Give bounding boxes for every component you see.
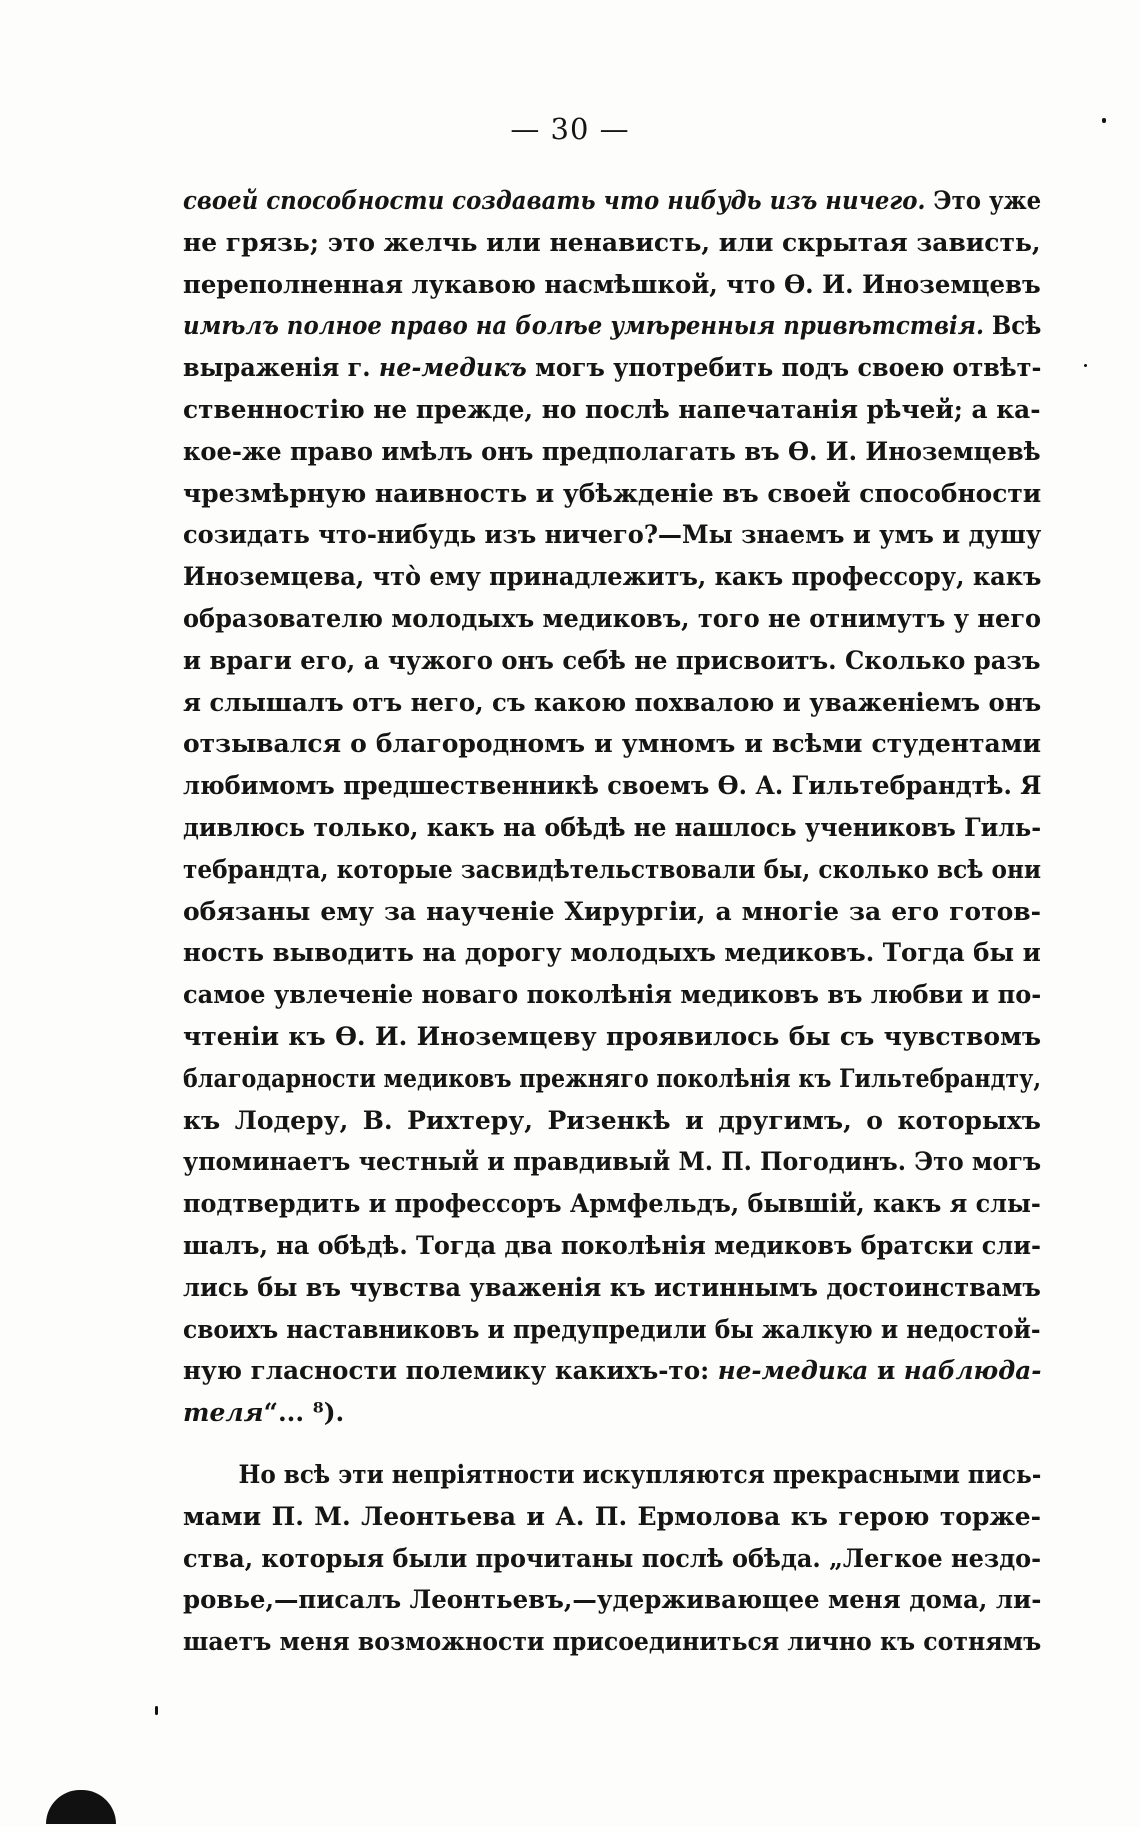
text-line bbox=[183, 1100, 1041, 1142]
text-line bbox=[183, 389, 1041, 431]
text-run: упоминаетъ честный и правдивый М. П. Погодинъ. Это могъ bbox=[183, 1147, 1042, 1177]
text-run: къ Лодеру, В. Рихтеру, Ризенкѣ и другимъ, о которыхъ bbox=[183, 1105, 1041, 1135]
text-line bbox=[183, 514, 1042, 556]
text-run: самое увлеченіе новаго поколѣнія медиковъ въ любви и по- bbox=[183, 980, 1042, 1010]
text-line bbox=[183, 264, 1041, 306]
text-line bbox=[183, 1621, 1042, 1663]
text-run: благодарности медиковъ прежняго поколѣнія къ Гильтебрандту, bbox=[183, 1063, 1042, 1093]
text-line bbox=[183, 1225, 1042, 1267]
text-line bbox=[183, 180, 1042, 222]
text-line bbox=[183, 1141, 1042, 1183]
text-line bbox=[183, 1579, 1042, 1621]
text-line bbox=[183, 1538, 1042, 1580]
text-run: отзывался о благородномъ и умномъ и всѣми студентами bbox=[183, 729, 1041, 759]
text-run: тебрандта, которые засвидѣтельствовали бы, сколько всѣ они bbox=[183, 854, 1042, 884]
text-line bbox=[183, 723, 1041, 765]
text-line bbox=[183, 1016, 1041, 1058]
text-run: выраженія г. bbox=[183, 353, 379, 383]
text-line bbox=[183, 473, 1042, 515]
ink-speck bbox=[1102, 118, 1106, 123]
text-line bbox=[183, 1058, 1042, 1100]
text-run: переполненная лукавою насмѣшкой, что Ѳ. И. Иноземцевъ bbox=[183, 269, 1041, 299]
text-run: не грязь; это желчь или ненависть, или скрытая зависть, bbox=[183, 227, 1041, 257]
text-run: чтеніи къ Ѳ. И. Иноземцеву проявилось бы съ чувствомъ bbox=[183, 1021, 1041, 1051]
text-run: ность выводить на дорогу молодыхъ медиковъ. Тогда бы и bbox=[183, 938, 1041, 968]
text-run: своихъ наставниковъ и предупредили бы жалкую и недостой- bbox=[183, 1314, 1041, 1344]
text-run: “... ⁸). bbox=[263, 1398, 345, 1428]
italic-phrase: наблюда- bbox=[903, 1356, 1042, 1386]
text-line bbox=[183, 974, 1042, 1016]
text-line bbox=[183, 556, 1042, 598]
text-line bbox=[183, 1183, 1041, 1225]
text-line bbox=[183, 222, 1039, 264]
paragraph-gap bbox=[183, 1434, 1041, 1454]
binding-shadow bbox=[46, 1790, 116, 1824]
text-line bbox=[183, 1496, 1041, 1538]
text-run: Всѣ bbox=[983, 311, 1042, 341]
text-run: шалъ, на обѣдѣ. Тогда два поколѣнія медиковъ братски сли- bbox=[183, 1230, 1042, 1260]
page-number: — 30 — bbox=[510, 112, 630, 146]
italic-phrase: имѣлъ полное право на болѣе умѣренныя привѣтствія. bbox=[183, 311, 984, 341]
text-line bbox=[183, 305, 1042, 347]
text-run: ную гласности полемику какихъ-то: bbox=[183, 1356, 718, 1386]
text-line bbox=[183, 1350, 1042, 1392]
text-run: созидать что-нибудь изъ ничего?—Мы знаемъ и умъ и душу bbox=[183, 520, 1042, 550]
italic-phrase: своей способности создавать что нибудь изъ ничего. bbox=[183, 186, 926, 215]
text-line bbox=[183, 347, 1042, 389]
text-run: мами П. М. Леонтьева и А. П. Ермолова къ герою торже- bbox=[183, 1501, 1041, 1531]
text-run: и враги его, а чужого онъ себѣ не присвоитъ. Сколько разъ bbox=[183, 645, 1041, 675]
text-line bbox=[183, 807, 1042, 849]
ink-speck bbox=[155, 1706, 158, 1715]
text-line bbox=[183, 431, 1041, 473]
text-run: я слышалъ отъ него, съ какою похвалою и уваженіемъ онъ bbox=[183, 687, 1042, 717]
text-run: ровье,—писалъ Леонтьевъ,—удерживающее меня дома, ли- bbox=[183, 1585, 1042, 1615]
text-line bbox=[183, 1454, 1042, 1496]
text-run: Это уже bbox=[925, 186, 1042, 215]
text-line bbox=[183, 598, 1042, 640]
italic-phrase: не-медикъ bbox=[378, 353, 527, 383]
text-line bbox=[183, 849, 1042, 891]
italic-phrase: теля bbox=[183, 1398, 264, 1428]
body-text bbox=[183, 180, 1041, 1663]
text-line bbox=[183, 1392, 1041, 1434]
text-line bbox=[183, 682, 1042, 724]
text-run: чрезмѣрную наивность и убѣжденіе въ своей способности bbox=[183, 478, 1042, 508]
text-run: лись бы въ чувства уваженія къ истиннымъ достоинствамъ bbox=[183, 1272, 1041, 1302]
italic-phrase: не-медика bbox=[717, 1356, 869, 1386]
text-line bbox=[183, 891, 1041, 933]
text-run: образователю молодыхъ медиковъ, того не отнимутъ у него bbox=[183, 603, 1042, 633]
text-run: кое-же право имѣлъ онъ предполагать въ Ѳ. И. Иноземцевѣ bbox=[183, 436, 1041, 466]
text-run: могъ употребить подъ своею отвѣт- bbox=[526, 353, 1042, 383]
text-run: Но всѣ эти непріятности искупляются прекрасными пись- bbox=[238, 1459, 1042, 1489]
text-line bbox=[183, 1267, 1041, 1309]
text-run: подтвердить и профессоръ Армфельдъ, бывшій, какъ я слы- bbox=[183, 1189, 1041, 1219]
text-line bbox=[183, 765, 1042, 807]
text-run: и bbox=[868, 1356, 904, 1386]
text-line bbox=[183, 932, 1041, 974]
text-run: ственностію не прежде, но послѣ напечатанія рѣчей; а ка- bbox=[183, 394, 1041, 424]
text-run: дивлюсь только, какъ на обѣдѣ не нашлось учениковъ Гиль- bbox=[183, 812, 1042, 842]
text-run: любимомъ предшественникѣ своемъ Ѳ. А. Гильтебрандтѣ. Я bbox=[183, 771, 1042, 801]
text-run: Иноземцева, что̀ ему принадлежитъ, какъ профессору, какъ bbox=[183, 562, 1042, 592]
text-line bbox=[183, 640, 1041, 682]
text-run: обязаны ему за наученіе Хирургіи, а многіе за его готов- bbox=[183, 896, 1041, 926]
text-run: шаетъ меня возможности присоединиться лично къ сотнямъ bbox=[183, 1627, 1042, 1657]
ink-speck bbox=[1084, 364, 1087, 367]
text-run: ства, которыя были прочитаны послѣ обѣда. „Легкое нездо- bbox=[183, 1543, 1042, 1573]
text-line bbox=[183, 1309, 1041, 1351]
